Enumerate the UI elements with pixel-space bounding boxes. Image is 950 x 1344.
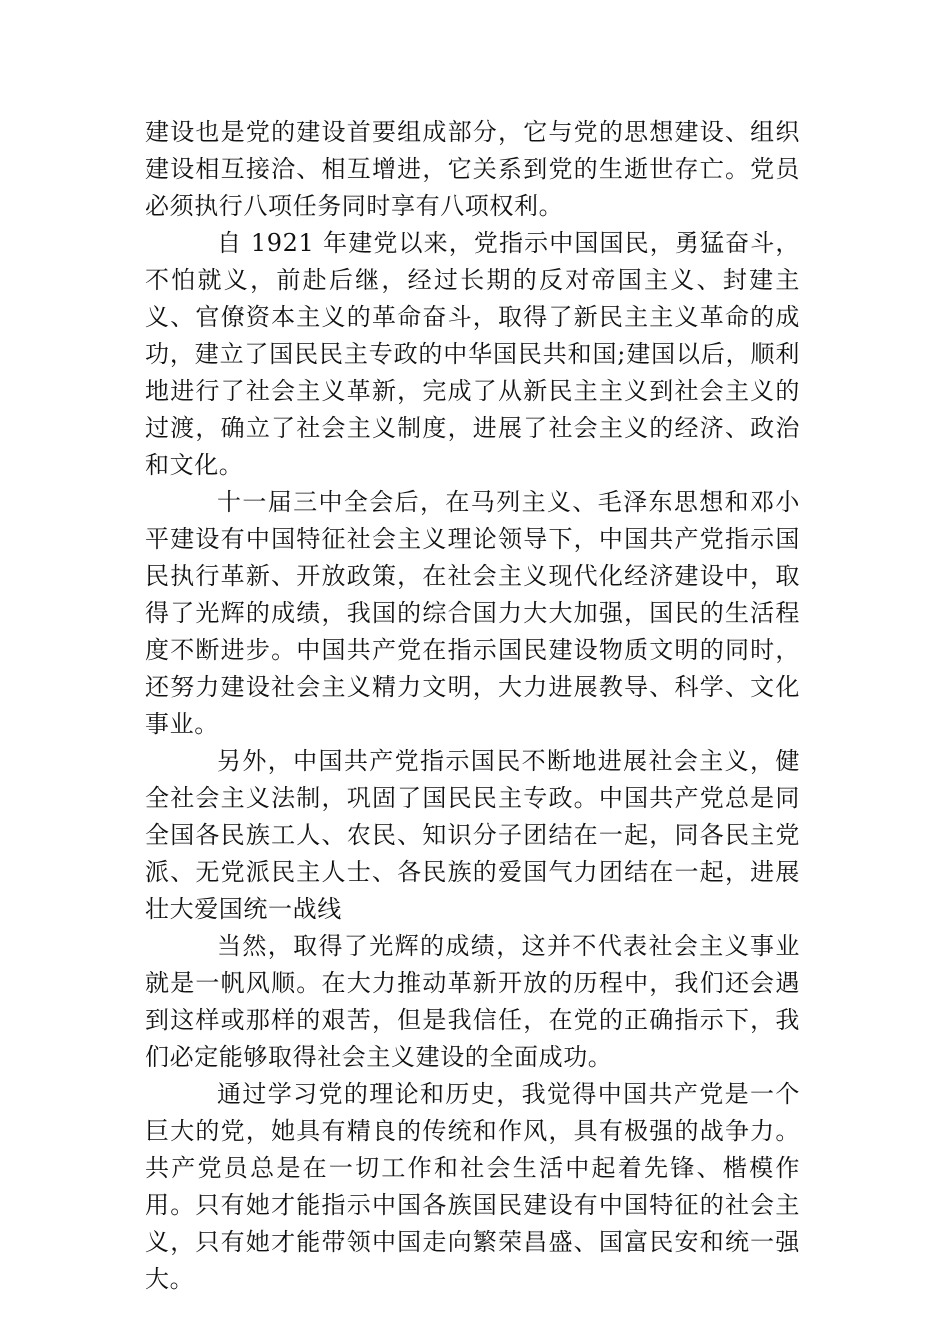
paragraph-1: 建设也是党的建设首要组成部分，它与党的思想建设、组织建设相互接洽、相互增进，它关系到党的生逝世存亡。党员必须执行八项任务同时享有八项权利。 [145, 118, 800, 220]
paragraph-5: 当然，取得了光辉的成绩，这并不代表社会主义事业就是一帆风顺。在大力推动革新开放的历程中，我们还会遇到这样或那样的艰苦，但是我信任，在党的正确指示下，我们必定能够取得社会主义建设的全面成功。 [145, 932, 800, 1071]
document-body [145, 114, 800, 1298]
paragraph-3: 十一届三中全会后，在马列主义、毛泽东思想和邓小平建设有中国特征社会主义理论领导下，中国共产党指示国民执行革新、开放政策，在社会主义现代化经济建设中，取得了光辉的成绩，我国的综合国力大大加强，国民的生活程度不断进步。中国共产党在指示国民建设物质文明的同时，还努力建设社会主义精力文明，大力进展教导、科学、文化事业。 [145, 488, 800, 738]
paragraph-2: 自 1921 年建党以来，党指示中国国民，勇猛奋斗，不怕就义，前赴后继，经过长期的反对帝国主义、封建主义、官僚资本主义的革命奋斗，取得了新民主主义革命的成功，建立了国民民主专政的中华国民共和国;建国以后，顺利地进行了社会主义革新，完成了从新民主主义到社会主义的过渡，确立了社会主义制度，进展了社会主义的经济、政治和文化。 [145, 229, 800, 479]
paragraph-4: 另外，中国共产党指示国民不断地进展社会主义，健全社会主义法制，巩固了国民民主专政。中国共产党总是同全国各民族工人、农民、知识分子团结在一起，同各民主党派、无党派民主人士、各民族的爱国气力团结在一起，进展壮大爱国统一战线 [145, 747, 800, 923]
paragraph-6: 通过学习党的理论和历史，我觉得中国共产党是一个巨大的党，她具有精良的传统和作风，具有极强的战争力。共产党员总是在一切工作和社会生活中起着先锋、楷模作用。只有她才能指示中国各族国民建设有中国特征的社会主义，只有她才能带领中国走向繁荣昌盛、国富民安和统一强大。 [145, 1080, 800, 1293]
